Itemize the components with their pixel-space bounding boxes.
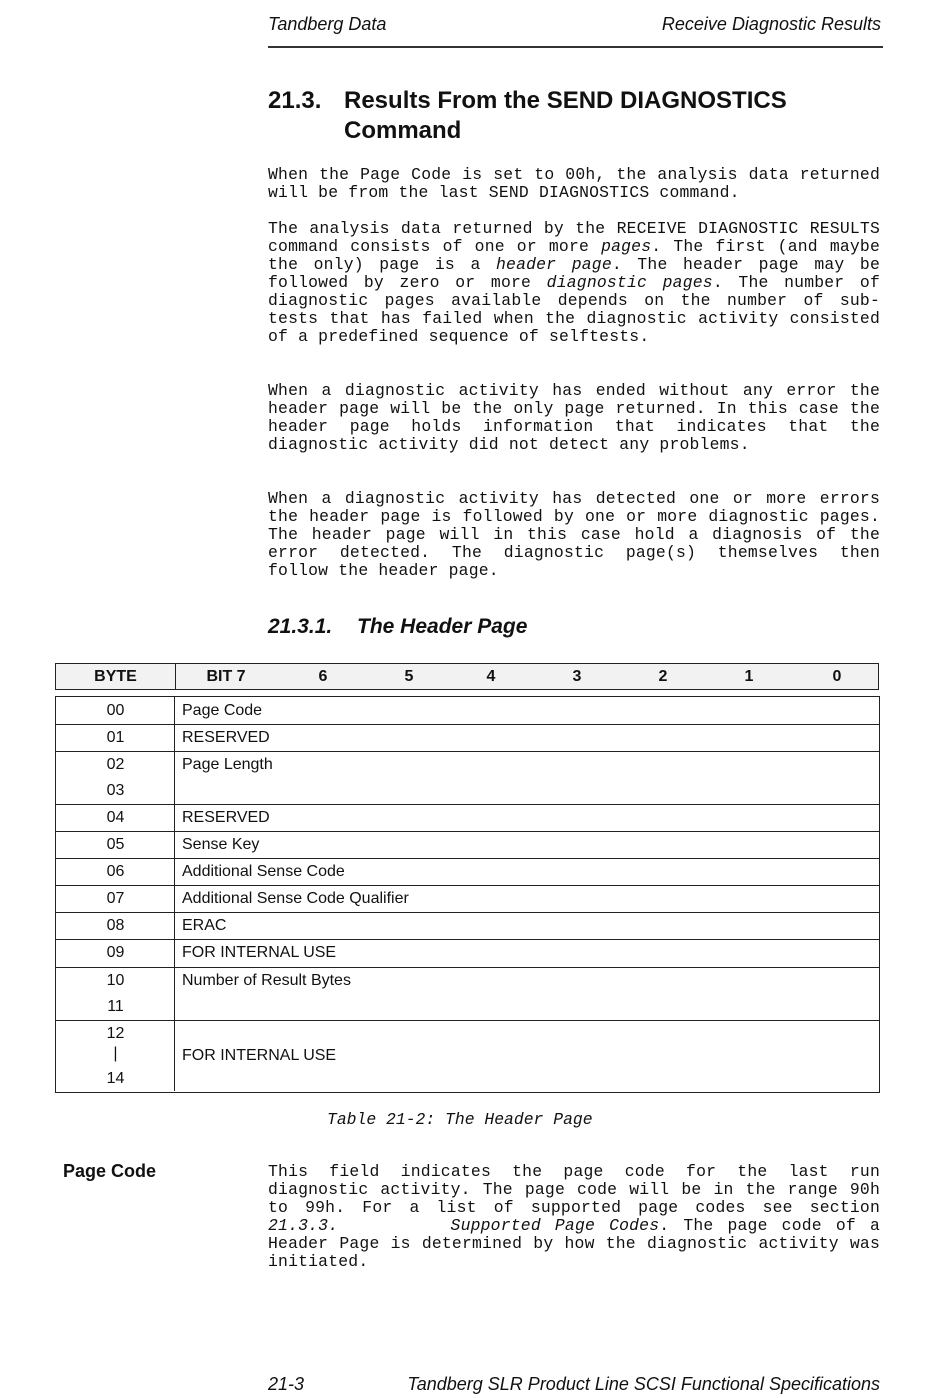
field-name: Additional Sense Code xyxy=(182,863,345,880)
term-header-page: header page xyxy=(496,255,612,274)
paragraph-2-text: . The first (and maybe the only) page is a xyxy=(268,237,881,274)
page-code-text: This field indicates the page code for the last run diagnostic activity. The page code will be in the range 90h to 99h. For a list of supported page codes see section xyxy=(268,1162,880,1217)
table-header-row xyxy=(55,663,879,690)
field-name: Page Code xyxy=(182,702,263,719)
bit-header: 6 xyxy=(318,668,328,685)
byte-number: 06 xyxy=(106,863,125,880)
field-name: FOR INTERNAL USE xyxy=(182,1047,337,1064)
byte-number: 00 xyxy=(106,702,125,719)
bit-header: 1 xyxy=(744,668,754,685)
paragraph-3: When a diagnostic activity has ended without any error the header page will be the only page returned. In this case the header page holds information that indicates that the diagnostic activity did not detect any problems. xyxy=(268,381,880,454)
table-row xyxy=(56,968,879,1021)
byte-column-header: BYTE xyxy=(56,664,176,689)
header-chapter-title: Receive Diagnostic Results xyxy=(661,14,881,34)
field-name: Number of Result Bytes xyxy=(182,972,351,989)
term-pages: pages xyxy=(601,237,652,256)
field-name: Sense Key xyxy=(182,836,260,853)
field-label-page-code: Page Code xyxy=(63,1161,157,1181)
bit-header: BIT 7 xyxy=(206,668,246,685)
paragraph-1: When the Page Code is set to 00h, the analysis data returned will be from the last SEND DIAGNOSTICS command. xyxy=(268,165,880,202)
table-row xyxy=(56,697,879,725)
paragraph-2-text: . The header page may be followed by zero or more xyxy=(268,255,880,292)
field-name: Page Length xyxy=(182,756,273,773)
field-name: FOR INTERNAL USE xyxy=(182,944,337,961)
page-number: 21-3 xyxy=(268,1374,305,1394)
table-row xyxy=(56,805,879,832)
field-name: RESERVED xyxy=(182,729,270,746)
document-title: Tandberg SLR Product Line SCSI Functional Specifications xyxy=(407,1374,880,1394)
subsection-title: The Header Page xyxy=(357,615,528,638)
table-row xyxy=(56,725,879,752)
bit-header: 5 xyxy=(404,668,414,685)
table-row xyxy=(56,1021,879,1091)
subsection-number: 21.3.1. xyxy=(268,615,333,638)
byte-number: 11 xyxy=(107,998,124,1015)
field-name: ERAC xyxy=(182,917,227,934)
section-title: Results From the SEND DIAGNOSTICS Command xyxy=(344,87,787,144)
table-row xyxy=(56,859,879,886)
table-row xyxy=(56,752,879,805)
bit-header: 4 xyxy=(486,668,496,685)
bit-header: 0 xyxy=(832,668,842,685)
table-row xyxy=(56,832,879,859)
subsection-heading xyxy=(268,615,528,639)
paragraph-2-text: . The number of diagnostic pages available depends on the number of sub-tests that has failed when the diagnostic activity consisted of a predefined sequence of selftests. xyxy=(268,273,881,346)
byte-number: 12 xyxy=(106,1025,125,1042)
section-number: 21.3. xyxy=(268,87,322,114)
byte-number: 03 xyxy=(106,782,125,799)
field-name: RESERVED xyxy=(182,809,270,826)
field-name: Additional Sense Code Qualifier xyxy=(182,890,409,907)
table-row xyxy=(56,940,879,968)
byte-number: 02 xyxy=(106,756,125,773)
header-company: Tandberg Data xyxy=(268,14,387,34)
running-header xyxy=(268,13,883,48)
section-reference: 21.3.3. Supported Page Codes xyxy=(268,1216,660,1235)
bit-header: 3 xyxy=(572,668,582,685)
byte-number: 07 xyxy=(106,890,125,907)
byte-number: 08 xyxy=(106,917,125,934)
paragraph-2-text: The analysis data returned by the RECEIVE DIAGNOSTIC RESULTS command consists of one or more xyxy=(268,219,880,256)
byte-number: 09 xyxy=(106,944,125,961)
caption-text: Table 21-2: The Header Page xyxy=(327,1110,593,1129)
byte-number: 05 xyxy=(106,836,125,853)
paragraph-4: When a diagnostic activity has detected one or more errors the header page is followed by one or more diagnostic pages. The header page will in this case hold a diagnosis of the error detected. The diagnostic page(s) themselves then follow the header page. xyxy=(268,489,880,580)
page-code-description xyxy=(268,1163,880,1271)
byte-number: 10 xyxy=(106,972,125,989)
byte-range-bar: | xyxy=(113,1045,118,1062)
table-row xyxy=(56,913,879,940)
byte-number: 04 xyxy=(106,809,125,826)
term-diagnostic-pages: diagnostic pages xyxy=(546,273,713,292)
paragraph-2 xyxy=(268,220,880,346)
header-page-table xyxy=(55,696,880,1093)
bit-header: 2 xyxy=(658,668,668,685)
byte-number: 01 xyxy=(106,729,125,746)
page-code-text: . The page code of a Header Page is determined by how the diagnostic activity was initiated. xyxy=(268,1216,880,1271)
byte-number: 14 xyxy=(106,1070,125,1087)
table-row xyxy=(56,886,879,913)
